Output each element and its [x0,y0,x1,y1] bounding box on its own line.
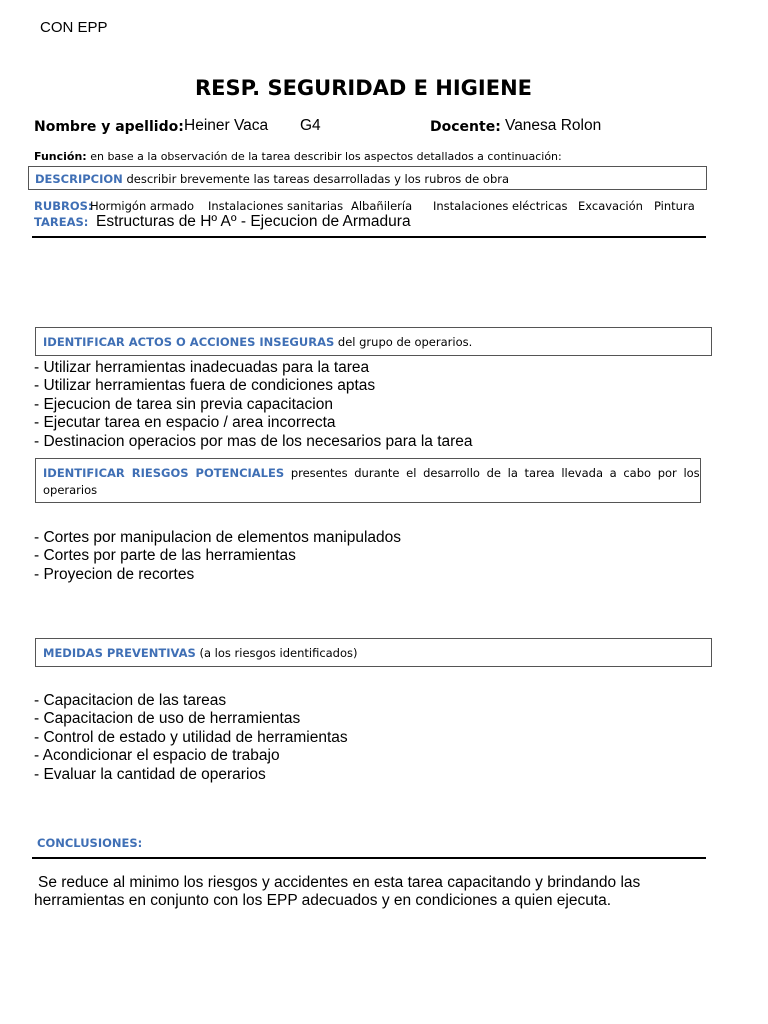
con-epp-label: CON EPP [40,19,108,36]
funcion-text: en base a la observación de la tarea describir los aspectos detallados a continuación: [90,150,562,163]
name-label: Nombre y apellido: [34,119,184,135]
list-item: - Acondicionar el espacio de trabajo [34,747,280,765]
rubro-item: Instalaciones eléctricas [433,199,568,213]
medidas-suffix: (a los riesgos identificados) [199,646,358,660]
medidas-label: MEDIDAS PREVENTIVAS [43,646,196,660]
name-value: Heiner Vaca [184,117,269,134]
list-item: - Destinacion operacios por mas de los necesarios para la tarea [34,432,473,450]
funcion-label: Función: [34,150,87,163]
funcion-row [34,150,562,163]
descripcion-text: describir brevemente las tareas desarrolladas y los rubros de obra [126,172,510,186]
list-item: - Utilizar herramientas inadecuadas para la tarea [34,359,370,376]
rubro-item: Pintura [654,199,695,213]
rubro-item: Albañilería [351,199,413,213]
list-item: - Cortes por manipulacion de elementos manipulados [34,529,402,546]
list-item: - Capacitacion de uso de herramientas [34,710,301,728]
list-item: - Ejecutar tarea en espacio / area incorrecta [34,414,336,432]
medidas-list [34,692,348,784]
conclusiones-line1: Se reduce al minimo los riesgos y accidentes en esta tarea capacitando y brindando las [38,874,641,891]
rubro-item: Excavación [578,199,643,213]
medidas-heading [43,646,358,660]
rubro-item: Hormigón armado [90,199,195,213]
conclusiones-line2: herramientas en conjunto con los EPP adecuados y en condiciones a quien ejecuta. [34,892,612,909]
riesgos-heading-line1 [43,466,700,480]
teacher-value: Vanesa Rolon [505,117,602,134]
tareas-underline [32,236,706,238]
rubros-label-colored: RUBROS: [34,199,93,213]
medidas-box [35,638,712,667]
tareas-value: Estructuras de Hº Aº - Ejecucion de Armadura [96,213,411,230]
riesgos-box [35,458,701,503]
page-title: RESP. SEGURIDAD E HIGIENE [195,76,532,100]
actos-label: IDENTIFICAR ACTOS O ACCIONES INSEGURAS [43,335,335,349]
actos-box [35,327,712,356]
group-value: G4 [300,117,321,134]
descripcion-box [28,166,707,190]
actos-list [34,359,473,451]
riesgos-list [34,529,401,584]
conclusiones-label: CONCLUSIONES: [37,836,143,850]
list-item: - Evaluar la cantidad de operarios [34,765,266,783]
tareas-label: TAREAS: [34,215,89,229]
riesgos-label: IDENTIFICAR RIESGOS POTENCIALES [43,466,285,480]
descripcion-label: DESCRIPCION [35,172,123,186]
riesgos-suffix-1: presentes durante el desarrollo de la tarea llevada a cabo por los [290,466,700,480]
rubro-item: Instalaciones sanitarias [208,199,344,213]
list-item: - Utilizar herramientas fuera de condiciones aptas [34,377,376,395]
list-item: - Capacitacion de las tareas [34,692,227,709]
conclusiones-underline [32,857,706,859]
actos-suffix: del grupo de operarios. [337,335,473,349]
list-item: - Control de estado y utilidad de herramientas [34,728,348,746]
list-item: - Cortes por parte de las herramientas [34,547,296,565]
actos-heading [43,335,472,349]
riesgos-suffix-2: operarios [43,483,98,497]
descripcion-line [35,172,509,186]
list-item: - Ejecucion de tarea sin previa capacitacion [34,395,333,413]
list-item: - Proyecion de recortes [34,565,195,583]
teacher-label: Docente: [430,119,501,135]
